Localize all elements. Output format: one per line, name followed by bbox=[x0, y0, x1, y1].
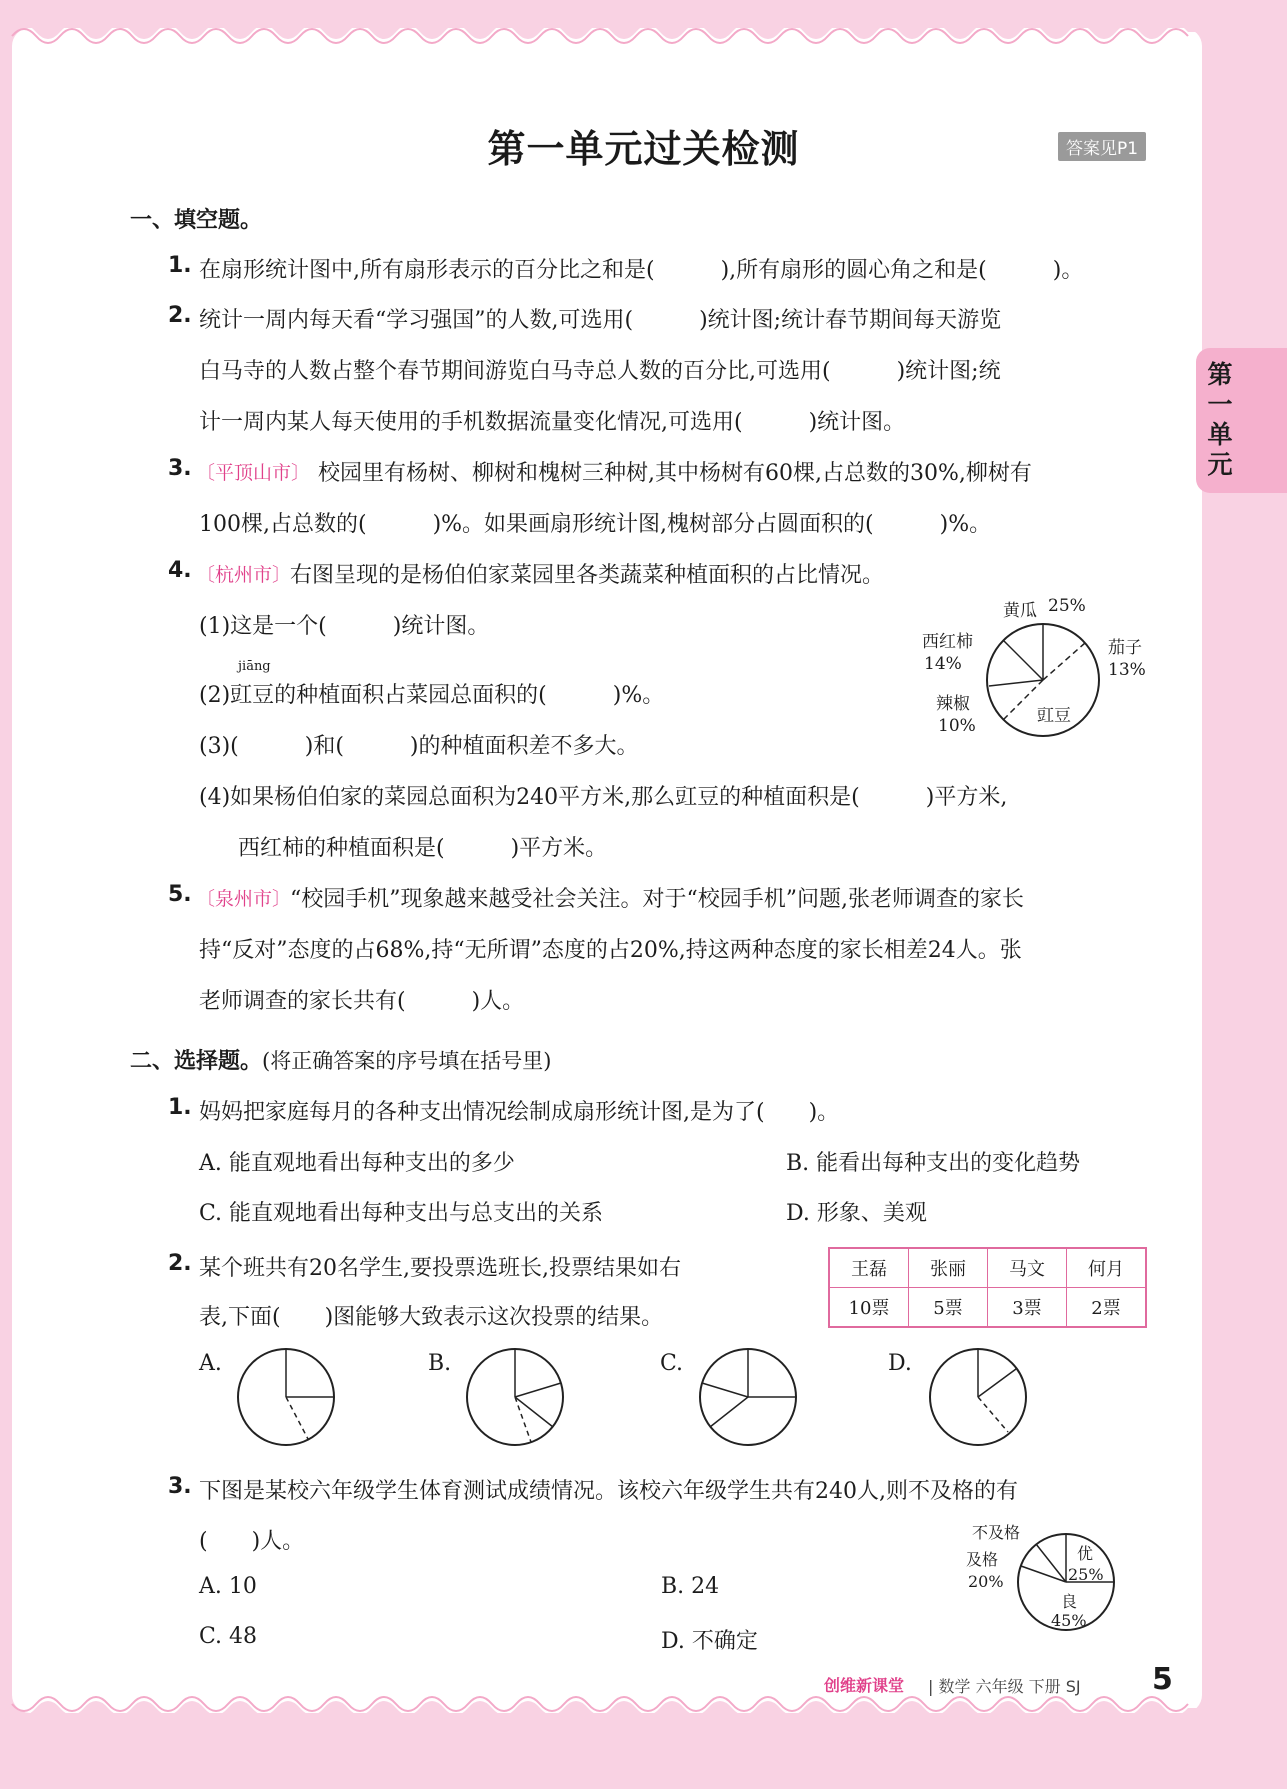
q1-4-city-tag: 〔杭州市〕 bbox=[196, 564, 292, 586]
q1-3-city-tag: 〔平顶山市〕 bbox=[196, 462, 311, 484]
section2-heading-title: 二、选择题。 bbox=[130, 1049, 263, 1074]
q2-3-line2: ( )人。 bbox=[199, 1529, 305, 1554]
q2-3-option-a: A. 10 bbox=[199, 1574, 257, 1599]
q2-2-option-d-label: D. bbox=[888, 1351, 912, 1376]
vegetable-pie-edge bbox=[989, 680, 1043, 686]
q2-1-option-c: C. 能直观地看出每种支出与总支出的关系 bbox=[199, 1201, 604, 1226]
q1-4-part4-line1: (4)如果杨伯伯家的菜园总面积为240平方米,那么豇豆的种植面积是( )平方米, bbox=[199, 785, 1008, 810]
vote-count-cell: 2票 bbox=[1067, 1288, 1147, 1328]
vote-name-cell: 张丽 bbox=[909, 1248, 988, 1288]
pie1-eggplant-label: 茄子 bbox=[1108, 638, 1142, 658]
q2-3-number: 3. bbox=[168, 1474, 192, 1499]
q2-3-line1: 下图是某校六年级学生体育测试成绩情况。该校六年级学生共有240人,则不及格的有 bbox=[199, 1479, 1018, 1504]
vote-count-cell: 5票 bbox=[909, 1288, 988, 1328]
q1-5-number: 5. bbox=[168, 882, 192, 907]
q1-4-part2: (2)豇豆的种植面积占菜园总面积的( )%。 bbox=[199, 683, 665, 708]
option-c-pie bbox=[698, 1347, 798, 1447]
pie2-excellent-pct: 25% bbox=[1068, 1565, 1104, 1584]
footer-info: | 数学 六年级 下册 SJ bbox=[928, 1677, 1081, 1696]
vote-name-cell: 何月 bbox=[1067, 1248, 1147, 1288]
vote-table-header-row bbox=[829, 1248, 1146, 1288]
vote-count-cell: 10票 bbox=[829, 1288, 909, 1328]
q1-5-line1: “校园手机”现象越来越受社会关注。对于“校园手机”问题,张老师调查的家长 bbox=[290, 887, 1024, 912]
q1-3-number: 3. bbox=[168, 456, 192, 481]
q1-4-number: 4. bbox=[168, 558, 192, 583]
q2-3-option-d: D. 不确定 bbox=[661, 1629, 758, 1654]
q2-3-option-b: B. 24 bbox=[661, 1574, 720, 1599]
vegetable-pie-edge bbox=[1003, 640, 1043, 680]
answer-reference-badge: 答案见P1 bbox=[1058, 132, 1146, 161]
q1-3-line2: 100棵,占总数的( )%。如果画扇形统计图,槐树部分占圆面积的( )%。 bbox=[199, 512, 992, 537]
q1-3-line1: 校园里有杨树、柳树和槐树三种树,其中杨树有60棵,占总数的30%,柳树有 bbox=[318, 461, 1032, 486]
wave-border-top bbox=[12, 12, 1202, 52]
vote-name-cell: 马文 bbox=[988, 1248, 1067, 1288]
pie1-cowpea-label: 豇豆 bbox=[1037, 706, 1071, 726]
section2-heading bbox=[130, 1044, 551, 1075]
q2-2-line2: 表,下面( )图能够大致表示这次投票的结果。 bbox=[199, 1305, 664, 1330]
q1-1-text: 在扇形统计图中,所有扇形表示的百分比之和是( ),所有扇形的圆心角之和是( )。 bbox=[199, 258, 1084, 283]
pie1-tomato-pct: 14% bbox=[924, 654, 962, 674]
q1-4-part4-line2: 西红柿的种植面积是( )平方米。 bbox=[238, 836, 608, 861]
pie2-good-pct: 45% bbox=[1051, 1611, 1087, 1630]
q1-2-number: 2. bbox=[168, 303, 192, 328]
q1-4-intro: 右图呈现的是杨伯伯家菜园里各类蔬菜种植面积的占比情况。 bbox=[290, 563, 885, 588]
q2-1-option-b: B. 能看出每种支出的变化趋势 bbox=[786, 1151, 1081, 1176]
q2-1-text: 妈妈把家庭每月的各种支出情况绘制成扇形统计图,是为了( )。 bbox=[199, 1100, 840, 1125]
pie1-eggplant-pct: 13% bbox=[1108, 660, 1146, 680]
unit-side-tab-label: 第一单元 bbox=[1207, 360, 1233, 479]
pie2-excellent-label: 优 bbox=[1077, 1544, 1094, 1563]
q1-5-city-tag: 〔泉州市〕 bbox=[196, 888, 292, 910]
page-number: 5 bbox=[1152, 1662, 1173, 1697]
pie1-tomato-label: 西红柿 bbox=[922, 632, 973, 652]
q2-2-line1: 某个班共有20名学生,要投票选班长,投票结果如右 bbox=[199, 1256, 681, 1281]
q1-4-part3: (3)( )和( )的种植面积差不多大。 bbox=[199, 734, 639, 759]
q2-1-option-a: A. 能直观地看出每种支出的多少 bbox=[199, 1151, 515, 1176]
q2-2-number: 2. bbox=[168, 1251, 192, 1276]
q1-2-line1: 统计一周内每天看“学习强国”的人数,可选用( )统计图;统计春节期间每天游览 bbox=[199, 308, 1002, 333]
q1-4-pinyin: jiāng bbox=[238, 659, 271, 674]
q2-1-number: 1. bbox=[168, 1095, 192, 1120]
pie1-cucumber-pct: 25% bbox=[1048, 596, 1086, 616]
q2-3-option-c: C. 48 bbox=[199, 1624, 258, 1649]
pie1-pepper-pct: 10% bbox=[938, 716, 976, 736]
option-a-pie bbox=[236, 1347, 336, 1447]
pie2-pass-pct: 20% bbox=[968, 1572, 1004, 1591]
section2-heading-note: (将正确答案的序号填在括号里) bbox=[262, 1049, 552, 1073]
q1-5-line3: 老师调查的家长共有( )人。 bbox=[199, 989, 525, 1014]
pie2-pass-label: 及格 bbox=[966, 1550, 999, 1569]
q2-2-option-c-label: C. bbox=[660, 1351, 684, 1376]
pie2-good-label: 良 bbox=[1061, 1592, 1078, 1611]
section1-heading: 一、填空题。 bbox=[130, 208, 263, 233]
q2-2-option-b-label: B. bbox=[428, 1351, 452, 1376]
q1-2-line3: 计一周内某人每天使用的手机数据流量变化情况,可选用( )统计图。 bbox=[199, 410, 906, 435]
q1-1-number: 1. bbox=[168, 253, 192, 278]
q2-2-option-a-label: A. bbox=[199, 1351, 222, 1376]
pie1-cucumber-label: 黄瓜 bbox=[1003, 601, 1037, 621]
vegetable-pie-edge bbox=[1043, 643, 1085, 680]
q1-4-part1: (1)这是一个( )统计图。 bbox=[199, 614, 490, 639]
q2-1-option-d: D. 形象、美观 bbox=[786, 1201, 927, 1226]
option-d-pie bbox=[928, 1347, 1028, 1447]
page-title: 第一单元过关检测 bbox=[487, 127, 800, 171]
pie2-fail-label: 不及格 bbox=[972, 1523, 1021, 1542]
q1-2-line2: 白马寺的人数占整个春节期间游览白马寺总人数的百分比,可选用( )统计图;统 bbox=[199, 359, 1001, 384]
vote-table-count-row bbox=[829, 1288, 1146, 1328]
vote-count-cell: 3票 bbox=[988, 1288, 1067, 1328]
vote-name-cell: 王磊 bbox=[829, 1248, 909, 1288]
footer-brand: 创维新课堂 bbox=[824, 1676, 905, 1695]
pie1-pepper-label: 辣椒 bbox=[936, 694, 970, 714]
q1-5-line2: 持“反对”态度的占68%,持“无所谓”态度的占20%,持这两种态度的家长相差24人。张 bbox=[199, 938, 1022, 963]
vote-result-table bbox=[828, 1247, 1147, 1328]
option-b-pie bbox=[465, 1347, 565, 1447]
